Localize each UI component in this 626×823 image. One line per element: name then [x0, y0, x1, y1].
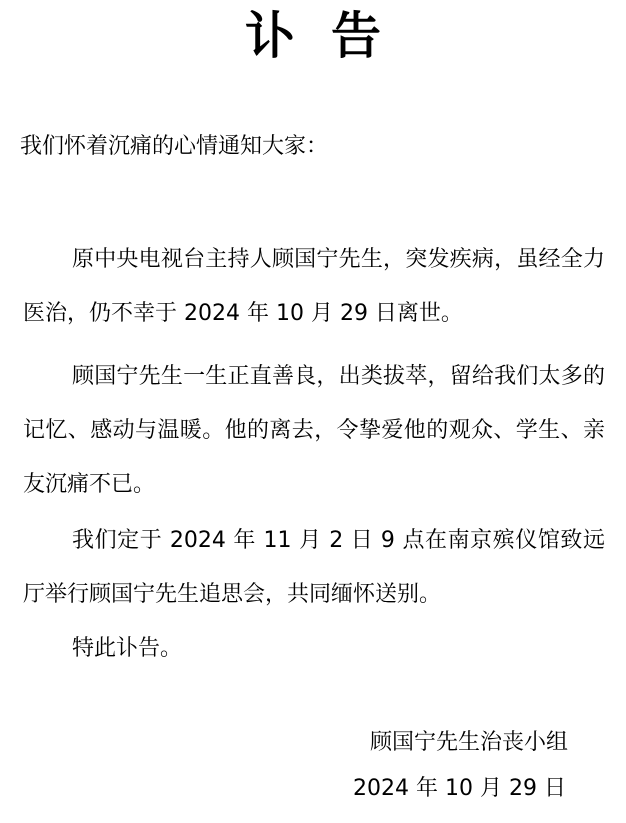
paragraph-closing: 特此讣告。: [72, 636, 183, 661]
document-title: 讣告: [245, 7, 417, 65]
paragraph-tribute: 顾国宁先生一生正直善良，出类拔萃，留给我们太多的记忆、感动与温暖。他的离去，令挚爱他的观众、学生、亲友沉痛不已。: [23, 364, 605, 497]
salutation-line: 我们怀着沉痛的心情通知大家：: [20, 134, 329, 159]
paragraph-death-announcement: 原中央电视台主持人顾国宁先生，突发疾病，虽经全力医治，仍不幸于 2024 年 10 月 29 日离世。: [23, 247, 605, 326]
paragraph-memorial-service: 我们定于 2024 年 11 月 2 日 9 点在南京殡仪馆致远厅举行顾国宁先生追思会，共同缅怀送别。: [23, 528, 605, 607]
signature-date: 2024 年 10 月 29 日: [353, 776, 566, 801]
signature-organization: 顾国宁先生治丧小组: [369, 730, 568, 755]
